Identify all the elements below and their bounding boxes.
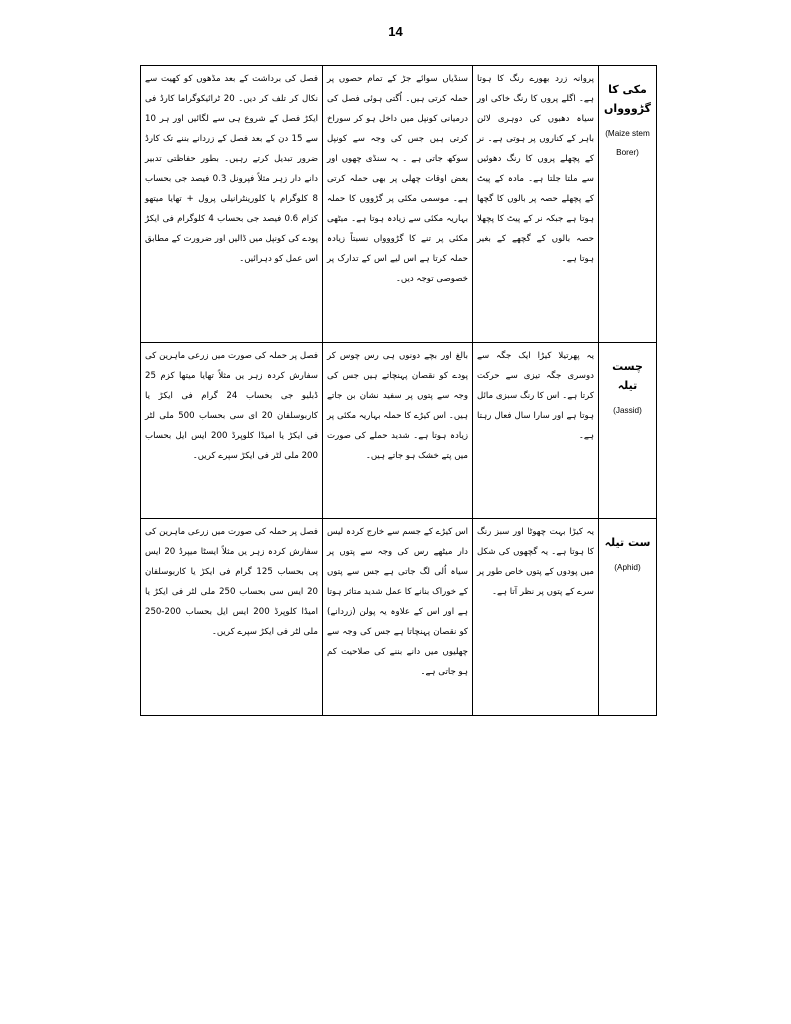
- pest-description-cell: پروانہ زرد بھورے رنگ کا ہوتا ہے۔ اگلے پروں کا رنگ خاکی اور سیاہ دھبوں کی دوہری لائن باہر کے کناروں پر ہوتی ہے۔ نر کے پچھلے پروں کا رنگ دھوئیں سے ملتا جلتا ہے۔ مادہ کے پیٹ کے پچھلے حصہ پر بالوں کا گچھا ہوتا ہے جبکہ نر کے پیٹ کا پچھلا حصہ بالوں کے گچھے کے بغیر ہوتا ہے۔: [473, 66, 599, 343]
- pest-damage-cell: سنڈیاں سوائے جڑ کے تمام حصوں پر حملہ کرتی ہیں۔ اُگتی ہوئی فصل کی درمیانی کونپل میں داخل ہو کر سوراخ کرتی ہیں جس کی وجہ سے کونپل سوکھ جاتی ہے ۔ یہ سنڈی چھوں اور بعض اوقات چھلی پر بھی حملہ کرتی ہے۔ موسمی مکئی پر گڑووں کا حملہ بہاریہ مکئی سے زیادہ ہوتا ہے۔ میٹھی مکئی پر تنے کا گڑووواں نسبتاً زیادہ حملہ کرتا ہے اس لیے اس کے تدارک پر خصوصی توجہ دیں۔: [323, 66, 473, 343]
- pest-name-urdu: چست تیلہ: [612, 360, 643, 392]
- pest-name-english: (Aphid): [614, 563, 641, 572]
- pest-name-cell: [599, 343, 657, 519]
- pest-damage-cell: اس کیڑے کے جسم سے خارج کردہ لیس دار میٹھے رس کی وجہ سے پتوں پر سیاہ اُلی لگ جاتی ہے جس سے پتوں کے خوراک بنانے کا عمل شدید متاثر ہوتا ہے اور اس کے علاوہ یہ پولن (زردانے) کو نقصان پہنچاتا ہے جس کی وجہ سے چھلیوں میں دانے بننے کی صلاحیت کم ہو جاتی ہے۔: [323, 519, 473, 716]
- table-row: [141, 66, 657, 343]
- pest-name-cell: [599, 66, 657, 343]
- pest-description-cell: یہ پھرتیلا کیڑا ایک جگہ سے دوسری جگہ تیزی سے حرکت کرتا ہے۔ اس کا رنگ سبزی مائل ہوتا ہے اور سارا سال فعال رہتا ہے۔: [473, 343, 599, 519]
- table-row: [141, 343, 657, 519]
- pest-name-cell: [599, 519, 657, 716]
- pest-name-urdu: مکی کا گڑووواں: [604, 83, 651, 115]
- pest-table: [140, 65, 657, 716]
- pest-name-urdu: ست تیلہ: [604, 536, 651, 549]
- table-row: [141, 519, 657, 716]
- pest-name-english: (Maize stem Borer): [605, 129, 650, 157]
- pest-description-cell: یہ کیڑا بہت چھوٹا اور سبز رنگ کا ہوتا ہے۔ یہ گچھوں کی شکل میں پودوں کے پتوں خاص طور پر سرے کے پتوں پر نظر آتا ہے۔: [473, 519, 599, 716]
- pest-control-cell: فصل کی برداشت کے بعد مڈھوں کو کھیت سے نکال کر تلف کر دیں۔ 20 ٹرائیکوگراما کارڈ فی ایکڑ فصل کے شروع ہی سے لگائیں اور ہر 10 سے 15 دن کے بعد فصل کے زردانے بننے تک کارڈ ضرور تبدیل کرتے رہیں۔ بطور حفاظتی تدبیر دانے دار زہر مثلاً فپرونل 0.3 فیصد جی بحساب 8 کلوگرام یا کلورینٹرانیلی پرول + تھایا میتھو کزام 0.6 فیصد جی بحساب 4 کلوگرام فی ایکڑ پودے کی کونپل میں ڈالیں اور ضرورت کے مطابق اس عمل کو دہرائیں۔: [141, 66, 323, 343]
- pest-control-cell: فصل پر حملہ کی صورت میں زرعی ماہرین کی سفارش کردہ زہر یں مثلاً ایسٹا میپرڈ 20 ایس پی بحساب 125 گرام فی ایکڑ یا کاربوسلفان 20 ایس سی بحساب 250 ملی لٹر فی ایکڑ یا امیڈا کلوپرڈ 200 ایس ایل بحساب 200-250 ملی لٹر فی ایکڑ سپرے کریں۔: [141, 519, 323, 716]
- page-number: 14: [388, 24, 403, 39]
- pest-damage-cell: بالغ اور بچے دونوں ہی رس چوس کر پودے کو نقصان پہنچاتے ہیں جس کی وجہ سے پتوں پر سفید نشان بن جاتے ہیں۔ اس کیڑے کا حملہ بہاریہ مکئی پر زیادہ ہوتا ہے۔ شدید حملے کی صورت میں پتے خشک ہو جاتے ہیں۔: [323, 343, 473, 519]
- pest-control-cell: فصل پر حملہ کی صورت میں زرعی ماہرین کی سفارش کردہ زہر یں مثلاً تھایا میتھا کزم 25 ڈبلیو جی بحساب 24 گرام فی ایکڑ یا کاربوسلفان 20 ای سی بحساب 500 ملی لٹر فی ایکڑ یا امیڈا کلوپرڈ 200 ایس ایل بحساب 200 ملی لٹر فی ایکڑ سپرے کریں۔: [141, 343, 323, 519]
- pest-name-english: (Jassid): [613, 406, 642, 415]
